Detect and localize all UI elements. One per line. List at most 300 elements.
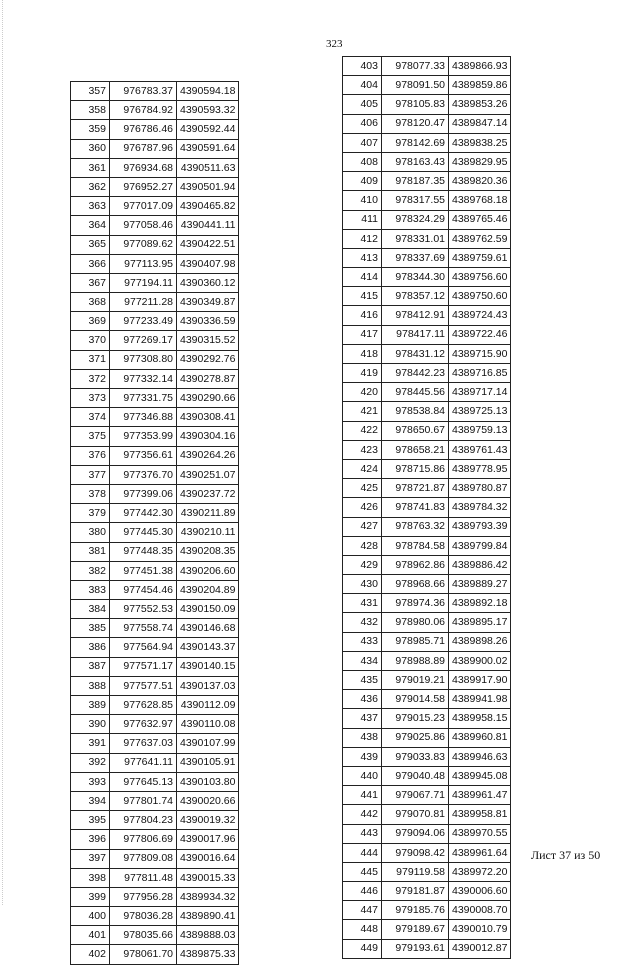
point-number-cell: 368 [71,293,110,312]
point-number-cell: 424 [343,459,382,478]
table-row [71,408,239,427]
y-coordinate-cell: 4389829.95 [449,152,511,171]
x-coordinate-cell: 977451.38 [110,561,177,580]
table-row [71,580,239,599]
point-number-cell: 378 [71,484,110,503]
point-number-cell: 434 [343,651,382,670]
point-number-cell: 429 [343,555,382,574]
table-row [343,344,511,363]
table-row [343,709,511,728]
y-coordinate-cell: 4390211.89 [177,504,239,523]
x-coordinate-cell: 977645.13 [110,772,177,791]
point-number-cell: 403 [343,57,382,76]
table-row [343,268,511,287]
point-number-cell: 431 [343,594,382,613]
x-coordinate-cell: 979025.86 [382,728,449,747]
x-coordinate-cell: 978988.89 [382,651,449,670]
point-number-cell: 388 [71,676,110,695]
table-row [71,638,239,657]
y-coordinate-cell: 4390407.98 [177,254,239,273]
table-row [71,791,239,810]
table-row [71,293,239,312]
table-row [343,766,511,785]
y-coordinate-cell: 4389761.43 [449,440,511,459]
point-number-cell: 422 [343,421,382,440]
table-row [343,95,511,114]
table-row [343,172,511,191]
y-coordinate-cell: 4390112.09 [177,696,239,715]
x-coordinate-cell: 977804.23 [110,811,177,830]
x-coordinate-cell: 979119.58 [382,862,449,881]
y-coordinate-cell: 4390208.35 [177,542,239,561]
table-row [71,619,239,638]
x-coordinate-cell: 978417.11 [382,325,449,344]
y-coordinate-cell: 4390103.80 [177,772,239,791]
y-coordinate-cell: 4389780.87 [449,479,511,498]
point-number-cell: 414 [343,268,382,287]
x-coordinate-cell: 976786.46 [110,120,177,139]
table-row [343,671,511,690]
y-coordinate-cell: 4389970.55 [449,824,511,843]
table-row [343,920,511,939]
y-coordinate-cell: 4390278.87 [177,369,239,388]
x-coordinate-cell: 978980.06 [382,613,449,632]
table-row [343,191,511,210]
sheet-counter: Лист 37 из 50 [531,848,601,862]
table-row [343,517,511,536]
table-row [71,82,239,101]
table-row [343,632,511,651]
table-row [71,369,239,388]
point-number-cell: 358 [71,101,110,120]
point-number-cell: 394 [71,791,110,810]
x-coordinate-cell: 976934.68 [110,158,177,177]
y-coordinate-cell: 4390593.32 [177,101,239,120]
table-row [71,235,239,254]
point-number-cell: 396 [71,830,110,849]
point-number-cell: 437 [343,709,382,728]
y-coordinate-cell: 4389756.60 [449,268,511,287]
y-coordinate-cell: 4389778.95 [449,459,511,478]
table-row [71,312,239,331]
table-row [343,152,511,171]
table-row [71,926,239,945]
point-number-cell: 444 [343,843,382,862]
table-row [343,210,511,229]
x-coordinate-cell: 979040.48 [382,766,449,785]
table-row [71,676,239,695]
table-row [343,364,511,383]
table-row [343,862,511,881]
x-coordinate-cell: 977233.49 [110,312,177,331]
y-coordinate-cell: 4390107.99 [177,734,239,753]
table-row [343,575,511,594]
y-coordinate-cell: 4389768.18 [449,191,511,210]
table-row [71,197,239,216]
table-row [71,849,239,868]
point-number-cell: 404 [343,76,382,95]
y-coordinate-cell: 4389934.32 [177,887,239,906]
table-row [71,254,239,273]
table-row [71,561,239,580]
table-row [343,594,511,613]
x-coordinate-cell: 978962.86 [382,555,449,574]
point-number-cell: 379 [71,504,110,523]
x-coordinate-cell: 977376.70 [110,465,177,484]
point-number-cell: 442 [343,805,382,824]
x-coordinate-cell: 979098.42 [382,843,449,862]
point-number-cell: 440 [343,766,382,785]
point-number-cell: 381 [71,542,110,561]
x-coordinate-cell: 978331.01 [382,229,449,248]
x-coordinate-cell: 977454.46 [110,580,177,599]
table-row [71,734,239,753]
scan-edge-marks [2,0,7,905]
x-coordinate-cell: 977801.74 [110,791,177,810]
table-row [343,901,511,920]
y-coordinate-cell: 4389784.32 [449,498,511,517]
table-row [343,383,511,402]
x-coordinate-cell: 977211.28 [110,293,177,312]
y-coordinate-cell: 4389847.14 [449,114,511,133]
point-number-cell: 418 [343,344,382,363]
point-number-cell: 411 [343,210,382,229]
x-coordinate-cell: 977331.75 [110,389,177,408]
table-row [343,114,511,133]
x-coordinate-cell: 977017.09 [110,197,177,216]
x-coordinate-cell: 977564.94 [110,638,177,657]
x-coordinate-cell: 977632.97 [110,715,177,734]
y-coordinate-cell: 4389859.86 [449,76,511,95]
table-row [343,248,511,267]
point-number-cell: 413 [343,248,382,267]
table-row [343,498,511,517]
x-coordinate-cell: 979185.76 [382,901,449,920]
point-number-cell: 412 [343,229,382,248]
point-number-cell: 361 [71,158,110,177]
x-coordinate-cell: 979070.81 [382,805,449,824]
x-coordinate-cell: 977806.69 [110,830,177,849]
point-number-cell: 408 [343,152,382,171]
point-number-cell: 359 [71,120,110,139]
y-coordinate-cell: 4390210.11 [177,523,239,542]
table-row [71,696,239,715]
y-coordinate-cell: 4389725.13 [449,402,511,421]
x-coordinate-cell: 977089.62 [110,235,177,254]
y-coordinate-cell: 4389765.46 [449,210,511,229]
table-row [343,306,511,325]
y-coordinate-cell: 4389724.43 [449,306,511,325]
point-number-cell: 420 [343,383,382,402]
point-number-cell: 447 [343,901,382,920]
x-coordinate-cell: 977811.48 [110,868,177,887]
table-row [71,446,239,465]
x-coordinate-cell: 977558.74 [110,619,177,638]
point-number-cell: 375 [71,427,110,446]
y-coordinate-cell: 4389958.81 [449,805,511,824]
y-coordinate-cell: 4390137.03 [177,676,239,695]
x-coordinate-cell: 978431.12 [382,344,449,363]
table-row [71,887,239,906]
x-coordinate-cell: 978163.43 [382,152,449,171]
point-number-cell: 428 [343,536,382,555]
x-coordinate-cell: 978120.47 [382,114,449,133]
table-row [71,216,239,235]
x-coordinate-cell: 977356.61 [110,446,177,465]
table-row [343,824,511,843]
y-coordinate-cell: 4390008.70 [449,901,511,920]
y-coordinate-cell: 4389961.47 [449,786,511,805]
table-row [343,651,511,670]
y-coordinate-cell: 4390012.87 [449,939,511,958]
table-row [71,772,239,791]
y-coordinate-cell: 4389946.63 [449,747,511,766]
y-coordinate-cell: 4389958.15 [449,709,511,728]
table-row [71,177,239,196]
x-coordinate-cell: 978187.35 [382,172,449,191]
y-coordinate-cell: 4389900.02 [449,651,511,670]
table-row [343,479,511,498]
point-number-cell: 449 [343,939,382,958]
x-coordinate-cell: 977113.95 [110,254,177,273]
x-coordinate-cell: 978442.23 [382,364,449,383]
table-row [343,747,511,766]
y-coordinate-cell: 4390204.89 [177,580,239,599]
y-coordinate-cell: 4390015.33 [177,868,239,887]
point-number-cell: 392 [71,753,110,772]
y-coordinate-cell: 4390349.87 [177,293,239,312]
y-coordinate-cell: 4390140.15 [177,657,239,676]
x-coordinate-cell: 978974.36 [382,594,449,613]
y-coordinate-cell: 4389886.42 [449,555,511,574]
point-number-cell: 389 [71,696,110,715]
point-number-cell: 374 [71,408,110,427]
table-row [343,229,511,248]
table-row [343,459,511,478]
x-coordinate-cell: 977399.06 [110,484,177,503]
point-number-cell: 406 [343,114,382,133]
point-number-cell: 365 [71,235,110,254]
x-coordinate-cell: 976787.96 [110,139,177,158]
y-coordinate-cell: 4390146.68 [177,619,239,638]
y-coordinate-cell: 4390290.66 [177,389,239,408]
table-row [343,555,511,574]
point-number-cell: 398 [71,868,110,887]
point-number-cell: 448 [343,920,382,939]
x-coordinate-cell: 976952.27 [110,177,177,196]
y-coordinate-cell: 4390206.60 [177,561,239,580]
x-coordinate-cell: 978337.69 [382,248,449,267]
x-coordinate-cell: 977809.08 [110,849,177,868]
point-number-cell: 435 [343,671,382,690]
point-number-cell: 393 [71,772,110,791]
x-coordinate-cell: 979033.83 [382,747,449,766]
point-number-cell: 446 [343,882,382,901]
table-row [343,786,511,805]
table-row [71,504,239,523]
x-coordinate-cell: 977637.03 [110,734,177,753]
x-coordinate-cell: 978077.33 [382,57,449,76]
table-row [343,76,511,95]
point-number-cell: 364 [71,216,110,235]
point-number-cell: 372 [71,369,110,388]
table-row [343,728,511,747]
point-number-cell: 419 [343,364,382,383]
point-number-cell: 405 [343,95,382,114]
y-coordinate-cell: 4389917.90 [449,671,511,690]
y-coordinate-cell: 4389793.39 [449,517,511,536]
y-coordinate-cell: 4389898.26 [449,632,511,651]
x-coordinate-cell: 977308.80 [110,350,177,369]
x-coordinate-cell: 976784.92 [110,101,177,120]
point-number-cell: 386 [71,638,110,657]
x-coordinate-cell: 977346.88 [110,408,177,427]
y-coordinate-cell: 4389890.41 [177,907,239,926]
y-coordinate-cell: 4389722.46 [449,325,511,344]
point-number-cell: 362 [71,177,110,196]
point-number-cell: 438 [343,728,382,747]
y-coordinate-cell: 4389945.08 [449,766,511,785]
y-coordinate-cell: 4390251.07 [177,465,239,484]
y-coordinate-cell: 4389972.20 [449,862,511,881]
table-row [71,350,239,369]
point-number-cell: 390 [71,715,110,734]
x-coordinate-cell: 977442.30 [110,504,177,523]
point-number-cell: 370 [71,331,110,350]
point-number-cell: 415 [343,287,382,306]
x-coordinate-cell: 977353.99 [110,427,177,446]
x-coordinate-cell: 978721.87 [382,479,449,498]
y-coordinate-cell: 4389762.59 [449,229,511,248]
point-number-cell: 366 [71,254,110,273]
y-coordinate-cell: 4390010.79 [449,920,511,939]
x-coordinate-cell: 979019.21 [382,671,449,690]
y-coordinate-cell: 4390237.72 [177,484,239,503]
table-row [343,287,511,306]
x-coordinate-cell: 979193.61 [382,939,449,958]
x-coordinate-cell: 978445.56 [382,383,449,402]
point-number-cell: 377 [71,465,110,484]
y-coordinate-cell: 4390511.63 [177,158,239,177]
x-coordinate-cell: 976783.37 [110,82,177,101]
y-coordinate-cell: 4390594.18 [177,82,239,101]
x-coordinate-cell: 979189.67 [382,920,449,939]
x-coordinate-cell: 978036.28 [110,907,177,926]
table-row [71,120,239,139]
table-row [343,536,511,555]
y-coordinate-cell: 4390591.64 [177,139,239,158]
table-row [71,945,239,964]
y-coordinate-cell: 4390292.76 [177,350,239,369]
table-row [71,600,239,619]
point-number-cell: 360 [71,139,110,158]
table-row [343,882,511,901]
x-coordinate-cell: 978091.50 [382,76,449,95]
table-row [71,139,239,158]
y-coordinate-cell: 4390308.41 [177,408,239,427]
table-row [343,421,511,440]
y-coordinate-cell: 4390465.82 [177,197,239,216]
table-row [343,325,511,344]
y-coordinate-cell: 4389750.60 [449,287,511,306]
y-coordinate-cell: 4390304.16 [177,427,239,446]
y-coordinate-cell: 4390020.66 [177,791,239,810]
y-coordinate-cell: 4390592.44 [177,120,239,139]
y-coordinate-cell: 4390501.94 [177,177,239,196]
table-row [343,613,511,632]
x-coordinate-cell: 979067.71 [382,786,449,805]
point-number-cell: 367 [71,273,110,292]
table-row [343,440,511,459]
y-coordinate-cell: 4390441.11 [177,216,239,235]
x-coordinate-cell: 978344.30 [382,268,449,287]
point-number-cell: 416 [343,306,382,325]
point-number-cell: 385 [71,619,110,638]
point-number-cell: 369 [71,312,110,331]
y-coordinate-cell: 4389960.81 [449,728,511,747]
table-row [343,690,511,709]
x-coordinate-cell: 978968.66 [382,575,449,594]
x-coordinate-cell: 978035.66 [110,926,177,945]
table-row [343,402,511,421]
point-number-cell: 395 [71,811,110,830]
y-coordinate-cell: 4390017.96 [177,830,239,849]
x-coordinate-cell: 979014.58 [382,690,449,709]
y-coordinate-cell: 4389715.90 [449,344,511,363]
x-coordinate-cell: 979181.87 [382,882,449,901]
x-coordinate-cell: 977628.85 [110,696,177,715]
y-coordinate-cell: 4390110.08 [177,715,239,734]
point-number-cell: 425 [343,479,382,498]
table-row [71,427,239,446]
x-coordinate-cell: 978763.32 [382,517,449,536]
table-row [71,868,239,887]
y-coordinate-cell: 4389895.17 [449,613,511,632]
coordinates-table-right [342,56,511,959]
x-coordinate-cell: 978061.70 [110,945,177,964]
x-coordinate-cell: 977194.11 [110,273,177,292]
x-coordinate-cell: 978105.83 [382,95,449,114]
point-number-cell: 427 [343,517,382,536]
x-coordinate-cell: 978784.58 [382,536,449,555]
point-number-cell: 383 [71,580,110,599]
y-coordinate-cell: 4390143.37 [177,638,239,657]
point-number-cell: 371 [71,350,110,369]
table-row [71,907,239,926]
point-number-cell: 387 [71,657,110,676]
page-number: 323 [326,38,343,50]
x-coordinate-cell: 979094.06 [382,824,449,843]
point-number-cell: 407 [343,133,382,152]
point-number-cell: 397 [71,849,110,868]
x-coordinate-cell: 979015.23 [382,709,449,728]
x-coordinate-cell: 977448.35 [110,542,177,561]
point-number-cell: 443 [343,824,382,843]
table-row [71,465,239,484]
x-coordinate-cell: 978357.12 [382,287,449,306]
point-number-cell: 426 [343,498,382,517]
table-row [71,657,239,676]
table-row [71,101,239,120]
point-number-cell: 401 [71,926,110,945]
table-row [343,939,511,958]
y-coordinate-cell: 4389820.36 [449,172,511,191]
y-coordinate-cell: 4389889.27 [449,575,511,594]
table-row [343,843,511,862]
y-coordinate-cell: 4389961.64 [449,843,511,862]
x-coordinate-cell: 978741.83 [382,498,449,517]
point-number-cell: 391 [71,734,110,753]
